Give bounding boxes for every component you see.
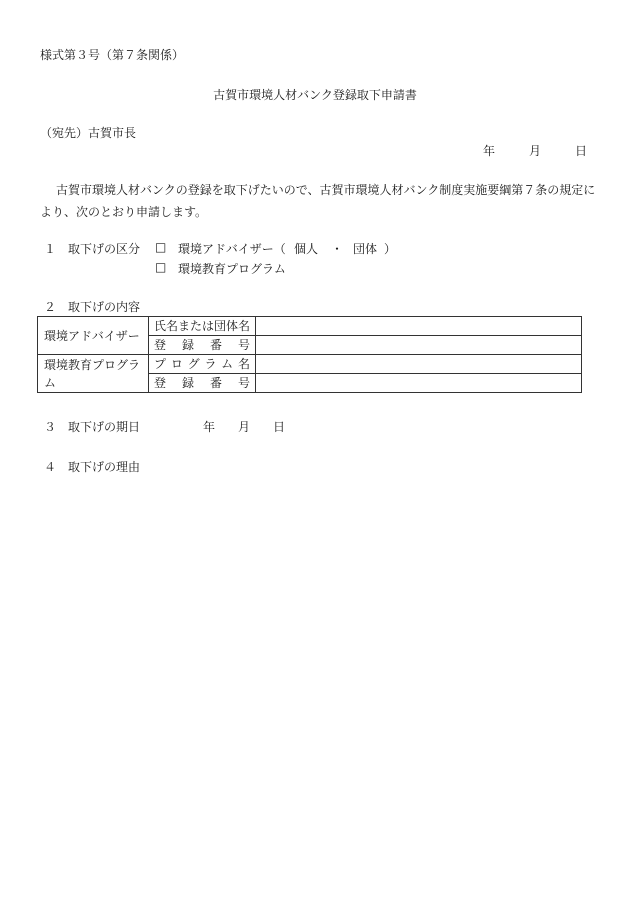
date-year: 年 — [483, 144, 496, 158]
section3-label: ３ 取下げの期日 — [44, 420, 141, 434]
document-title: 古賀市環境人材バンク登録取下申請書 — [213, 88, 417, 102]
group-label: 団体 — [353, 242, 378, 256]
advisor-option-label: 環境アドバイザー（ — [178, 242, 286, 256]
intro-line-2: より、次のとおり申請します。 — [40, 205, 208, 219]
separator-dot: ・ — [331, 242, 344, 256]
table-row — [38, 317, 582, 336]
advisor-checkbox[interactable]: □ — [155, 240, 167, 254]
program-registration-number-field[interactable] — [256, 374, 582, 393]
advisor-category-cell: 環境アドバイザー — [38, 317, 149, 355]
program-name-field[interactable] — [256, 355, 582, 374]
withdrawal-details-table — [37, 316, 582, 393]
withdrawal-month: 月 — [238, 420, 251, 434]
section1-label: １ 取下げの区分 — [44, 242, 141, 256]
program-option-label: 環境教育プログラム — [178, 262, 286, 276]
individual-label: 個人 — [294, 242, 319, 256]
intro-line-1: 古賀市環境人材バンクの登録を取下げたいので、古賀市環境人材バンク制度実施要綱第７条の規定に — [56, 183, 596, 197]
section4-label: ４ 取下げの理由 — [44, 460, 141, 474]
date-month: 月 — [529, 144, 542, 158]
close-paren: ） — [384, 242, 397, 256]
table-row — [38, 355, 582, 374]
form-number: 様式第３号（第７条関係） — [40, 48, 185, 62]
program-name-label: プログラム名 — [149, 355, 256, 374]
program-category-cell: 環境教育プログラム — [38, 355, 149, 393]
program-registration-number-label: 登録番号 — [149, 374, 256, 393]
section2-label: ２ 取下げの内容 — [44, 300, 141, 314]
advisor-registration-number-field[interactable] — [256, 336, 582, 355]
addressee: （宛先）古賀市長 — [40, 126, 137, 140]
withdrawal-day: 日 — [273, 420, 286, 434]
withdrawal-year: 年 — [203, 420, 216, 434]
name-or-group-field[interactable] — [256, 317, 582, 336]
program-checkbox[interactable]: □ — [155, 260, 167, 274]
date-day: 日 — [575, 144, 588, 158]
advisor-registration-number-label: 登録番号 — [149, 336, 256, 355]
name-or-group-label: 氏名または団体名 — [149, 317, 256, 336]
